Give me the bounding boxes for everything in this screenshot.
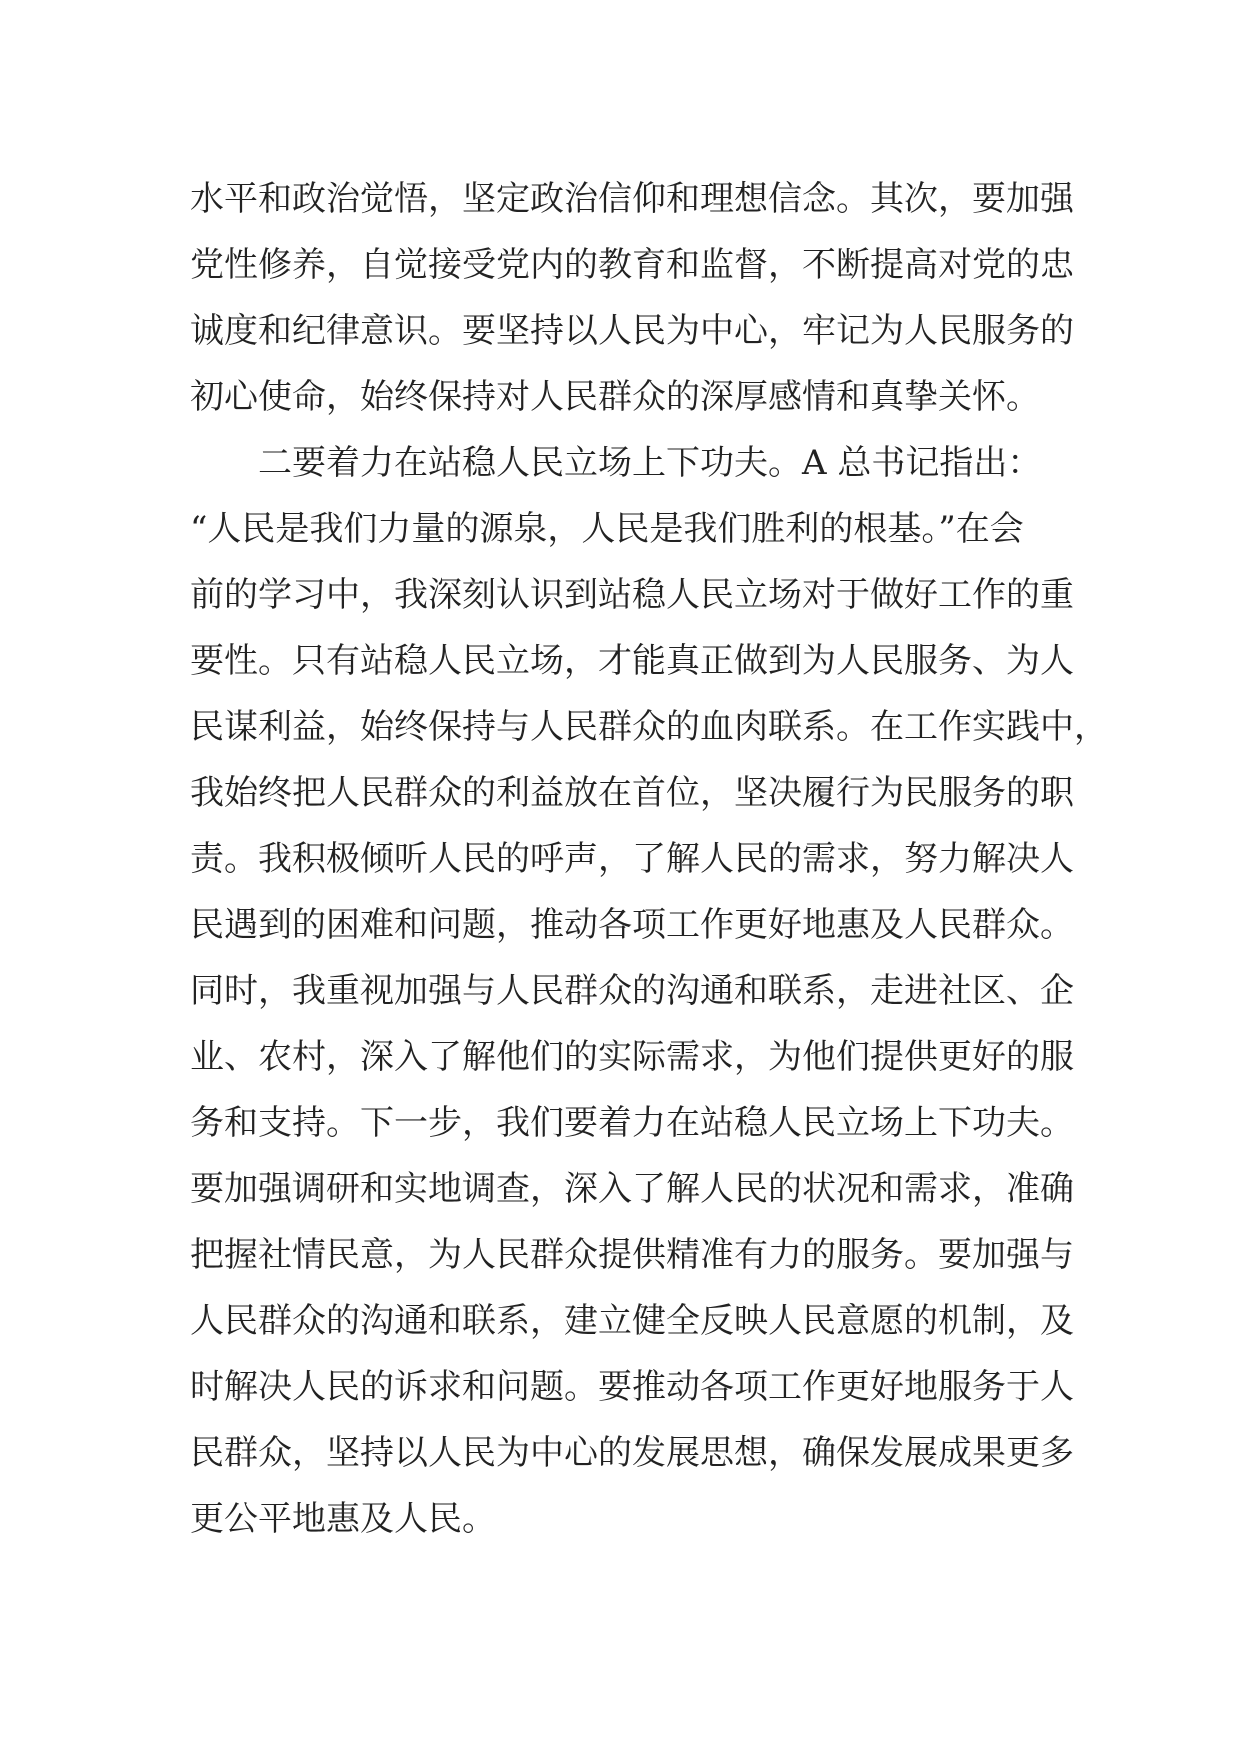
text-line: 水平和政治觉悟，坚定政治信仰和理想信念。其次，要加强 (190, 179, 1074, 219)
text-line: 诚度和纪律意识。要坚持以人民为中心，牢记为人民服务的 (190, 311, 1074, 351)
text-line: 我始终把人民群众的利益放在首位，坚决履行为民服务的职 (190, 773, 1074, 813)
text-line: 初心使命，始终保持对人民群众的深厚感情和真挚关怀。 (190, 377, 1040, 417)
text-line: 党性修养，自觉接受党内的教育和监督，不断提高对党的忠 (190, 245, 1074, 285)
text-line: 业、农村，深入了解他们的实际需求，为他们提供更好的服 (190, 1037, 1074, 1077)
text-line: 务和支持。下一步，我们要着力在站稳人民立场上下功夫。 (190, 1103, 1074, 1143)
text-line: 时解决人民的诉求和问题。要推动各项工作更好地服务于人 (190, 1367, 1074, 1407)
text-line: “人民是我们力量的源泉，人民是我们胜利的根基。”在会 (190, 509, 1024, 549)
text-line: 民遇到的困难和问题，推动各项工作更好地惠及人民群众。 (190, 905, 1074, 945)
text-line: 人民群众的沟通和联系，建立健全反映人民意愿的机制，及 (190, 1301, 1074, 1341)
text-line: 把握社情民意，为人民群众提供精准有力的服务。要加强与 (190, 1235, 1074, 1275)
text-line: 要性。只有站稳人民立场，才能真正做到为人民服务、为人 (190, 641, 1074, 681)
text-line: 民谋利益，始终保持与人民群众的血肉联系。在工作实践中， (190, 707, 1108, 747)
text-line: 更公平地惠及人民。 (190, 1499, 496, 1539)
text-line: 同时，我重视加强与人民群众的沟通和联系，走进社区、企 (190, 971, 1074, 1011)
text-line: 责。我积极倾听人民的呼声，了解人民的需求，努力解决人 (190, 839, 1074, 879)
text-line: 前的学习中，我深刻认识到站稳人民立场对于做好工作的重 (190, 575, 1074, 615)
paragraph-heading-line: 二要着力在站稳人民立场上下功夫。A 总书记指出： (258, 443, 1042, 483)
body-text (190, 166, 1108, 1552)
text-line: 要加强调研和实地调查，深入了解人民的状况和需求，准确 (190, 1169, 1074, 1209)
text-line: 民群众，坚持以人民为中心的发展思想，确保发展成果更多 (190, 1433, 1074, 1473)
